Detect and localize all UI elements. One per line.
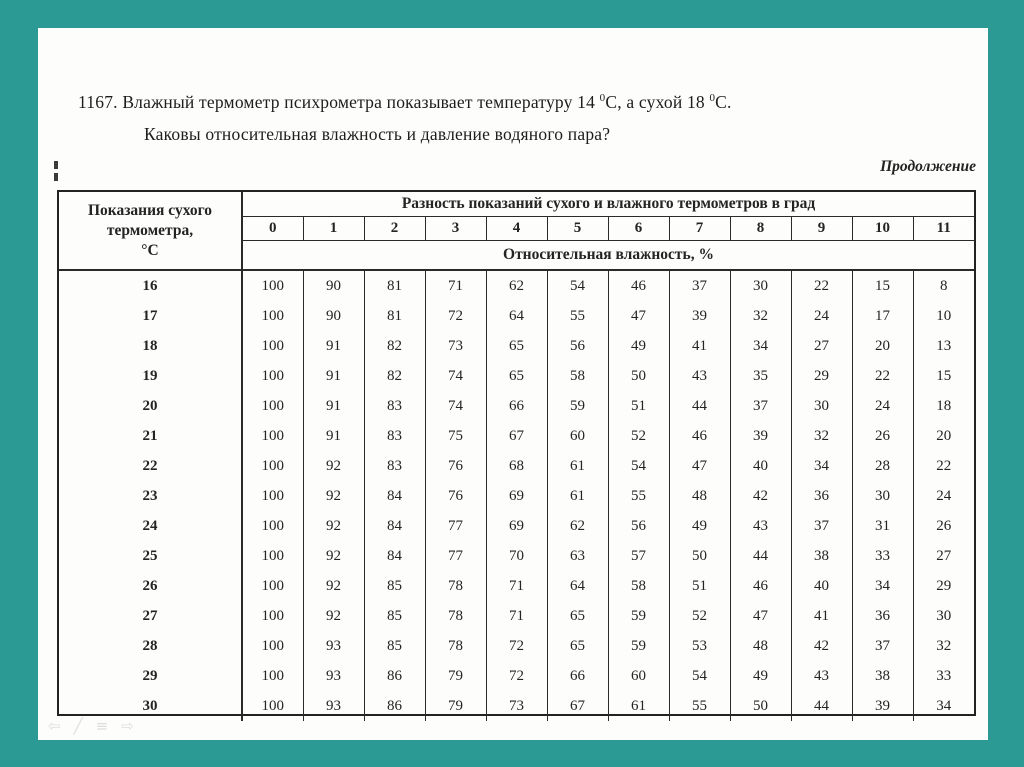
humidity-value-cell: 30 <box>852 481 913 511</box>
humidity-value-cell: 44 <box>730 541 791 571</box>
humidity-value-cell: 92 <box>303 511 364 541</box>
humidity-value-cell: 83 <box>364 391 425 421</box>
humidity-subheader: Относительная влажность, % <box>242 241 974 271</box>
dry-temp-cell: 26 <box>59 571 242 601</box>
humidity-value-cell: 68 <box>486 451 547 481</box>
humidity-value-cell: 52 <box>608 421 669 451</box>
humidity-value-cell: 65 <box>486 361 547 391</box>
table-row <box>59 541 974 571</box>
humidity-value-cell: 100 <box>242 691 303 721</box>
humidity-value-cell: 29 <box>913 571 974 601</box>
humidity-value-cell: 49 <box>608 331 669 361</box>
humidity-value-cell: 86 <box>364 691 425 721</box>
diff-col-header: 9 <box>791 217 852 241</box>
table-row <box>59 391 974 421</box>
table-row <box>59 301 974 331</box>
humidity-value-cell: 53 <box>669 631 730 661</box>
humidity-value-cell: 27 <box>913 541 974 571</box>
table-row <box>59 270 974 301</box>
humidity-value-cell: 55 <box>608 481 669 511</box>
humidity-value-cell: 91 <box>303 361 364 391</box>
humidity-value-cell: 85 <box>364 601 425 631</box>
humidity-value-cell: 56 <box>547 331 608 361</box>
humidity-value-cell: 63 <box>547 541 608 571</box>
humidity-table <box>57 190 976 716</box>
humidity-value-cell: 77 <box>425 511 486 541</box>
humidity-value-cell: 92 <box>303 541 364 571</box>
dry-temp-cell: 17 <box>59 301 242 331</box>
humidity-value-cell: 64 <box>486 301 547 331</box>
humidity-value-cell: 90 <box>303 270 364 301</box>
humidity-value-cell: 92 <box>303 481 364 511</box>
humidity-value-cell: 24 <box>852 391 913 421</box>
humidity-value-cell: 71 <box>486 601 547 631</box>
humidity-value-cell: 58 <box>608 571 669 601</box>
humidity-value-cell: 82 <box>364 331 425 361</box>
humidity-value-cell: 59 <box>608 631 669 661</box>
humidity-value-cell: 37 <box>852 631 913 661</box>
humidity-value-cell: 61 <box>547 481 608 511</box>
humidity-value-cell: 39 <box>669 301 730 331</box>
humidity-value-cell: 29 <box>791 361 852 391</box>
humidity-value-cell: 56 <box>608 511 669 541</box>
humidity-value-cell: 54 <box>669 661 730 691</box>
humidity-value-cell: 44 <box>791 691 852 721</box>
humidity-value-cell: 61 <box>608 691 669 721</box>
problem-number: 1167. <box>78 92 118 112</box>
humidity-value-cell: 51 <box>669 571 730 601</box>
humidity-value-cell: 36 <box>852 601 913 631</box>
humidity-value-cell: 91 <box>303 331 364 361</box>
humidity-value-cell: 66 <box>547 661 608 691</box>
humidity-value-cell: 24 <box>913 481 974 511</box>
humidity-value-cell: 100 <box>242 331 303 361</box>
humidity-value-cell: 84 <box>364 511 425 541</box>
humidity-value-cell: 51 <box>608 391 669 421</box>
humidity-value-cell: 47 <box>669 451 730 481</box>
dry-temp-cell: 27 <box>59 601 242 631</box>
humidity-value-cell: 62 <box>547 511 608 541</box>
dry-temp-cell: 25 <box>59 541 242 571</box>
humidity-value-cell: 15 <box>852 270 913 301</box>
diff-col-header: 0 <box>242 217 303 241</box>
humidity-value-cell: 35 <box>730 361 791 391</box>
humidity-value-cell: 91 <box>303 391 364 421</box>
humidity-value-cell: 61 <box>547 451 608 481</box>
humidity-value-cell: 49 <box>669 511 730 541</box>
humidity-value-cell: 18 <box>913 391 974 421</box>
humidity-value-cell: 31 <box>852 511 913 541</box>
humidity-value-cell: 100 <box>242 481 303 511</box>
humidity-value-cell: 90 <box>303 301 364 331</box>
humidity-value-cell: 32 <box>791 421 852 451</box>
humidity-value-cell: 77 <box>425 541 486 571</box>
humidity-value-cell: 37 <box>730 391 791 421</box>
humidity-value-cell: 83 <box>364 421 425 451</box>
humidity-value-cell: 43 <box>730 511 791 541</box>
humidity-value-cell: 38 <box>852 661 913 691</box>
humidity-value-cell: 48 <box>730 631 791 661</box>
humidity-value-cell: 83 <box>364 451 425 481</box>
humidity-value-cell: 65 <box>547 631 608 661</box>
humidity-value-cell: 79 <box>425 691 486 721</box>
humidity-value-cell: 100 <box>242 391 303 421</box>
humidity-value-cell: 32 <box>913 631 974 661</box>
humidity-value-cell: 46 <box>730 571 791 601</box>
humidity-value-cell: 67 <box>486 421 547 451</box>
humidity-value-cell: 92 <box>303 601 364 631</box>
diff-col-header: 7 <box>669 217 730 241</box>
humidity-value-cell: 100 <box>242 631 303 661</box>
problem-text-1a: Влажный термометр психрометра показывает температуру 14 <box>122 92 600 112</box>
table-row <box>59 331 974 361</box>
dry-temp-cell: 16 <box>59 270 242 301</box>
slideshow-next-icon[interactable]: ⇨ <box>121 717 134 735</box>
degree-superscript: 0 <box>709 92 716 105</box>
diff-col-header: 8 <box>730 217 791 241</box>
table-row <box>59 601 974 631</box>
slideshow-pen-icon[interactable]: ╱ <box>73 717 83 735</box>
humidity-value-cell: 33 <box>913 661 974 691</box>
corner-header-line1: Показания сухого <box>87 201 213 219</box>
humidity-value-cell: 22 <box>791 270 852 301</box>
diff-col-header: 5 <box>547 217 608 241</box>
humidity-value-cell: 40 <box>730 451 791 481</box>
degree-superscript: 0 <box>599 92 606 105</box>
humidity-value-cell: 33 <box>852 541 913 571</box>
table-row <box>59 571 974 601</box>
table-row <box>59 691 974 721</box>
humidity-value-cell: 93 <box>303 631 364 661</box>
humidity-value-cell: 20 <box>852 331 913 361</box>
humidity-value-cell: 24 <box>791 301 852 331</box>
corner-header <box>59 192 242 270</box>
humidity-value-cell: 34 <box>852 571 913 601</box>
humidity-value-cell: 100 <box>242 361 303 391</box>
humidity-value-cell: 20 <box>913 421 974 451</box>
humidity-value-cell: 8 <box>913 270 974 301</box>
problem-text-1b: С, а сухой 18 <box>605 92 710 112</box>
humidity-value-cell: 60 <box>547 421 608 451</box>
dry-temp-cell: 18 <box>59 331 242 361</box>
humidity-value-cell: 55 <box>669 691 730 721</box>
diff-col-header: 3 <box>425 217 486 241</box>
humidity-value-cell: 72 <box>486 631 547 661</box>
humidity-value-cell: 34 <box>730 331 791 361</box>
humidity-value-cell: 30 <box>913 601 974 631</box>
dry-temp-cell: 29 <box>59 661 242 691</box>
humidity-value-cell: 86 <box>364 661 425 691</box>
humidity-value-cell: 78 <box>425 571 486 601</box>
humidity-value-cell: 84 <box>364 541 425 571</box>
humidity-value-cell: 42 <box>730 481 791 511</box>
humidity-value-cell: 100 <box>242 421 303 451</box>
humidity-value-cell: 69 <box>486 481 547 511</box>
humidity-value-cell: 41 <box>791 601 852 631</box>
dry-temp-cell: 19 <box>59 361 242 391</box>
humidity-value-cell: 32 <box>730 301 791 331</box>
humidity-value-cell: 93 <box>303 661 364 691</box>
humidity-value-cell: 67 <box>547 691 608 721</box>
humidity-value-cell: 46 <box>608 270 669 301</box>
humidity-value-cell: 78 <box>425 631 486 661</box>
humidity-value-cell: 26 <box>913 511 974 541</box>
dry-temp-cell: 24 <box>59 511 242 541</box>
humidity-value-cell: 50 <box>730 691 791 721</box>
humidity-value-cell: 50 <box>669 541 730 571</box>
humidity-value-cell: 47 <box>730 601 791 631</box>
humidity-value-cell: 52 <box>669 601 730 631</box>
humidity-value-cell: 10 <box>913 301 974 331</box>
continuation-label: Продолжение <box>880 158 976 175</box>
table-row <box>59 481 974 511</box>
humidity-value-cell: 72 <box>425 301 486 331</box>
humidity-value-cell: 93 <box>303 691 364 721</box>
humidity-value-cell: 54 <box>547 270 608 301</box>
diff-col-header: 6 <box>608 217 669 241</box>
humidity-value-cell: 81 <box>364 301 425 331</box>
humidity-value-cell: 100 <box>242 601 303 631</box>
humidity-value-cell: 48 <box>669 481 730 511</box>
dry-temp-cell: 22 <box>59 451 242 481</box>
humidity-value-cell: 62 <box>486 270 547 301</box>
humidity-value-cell: 69 <box>486 511 547 541</box>
humidity-value-cell: 49 <box>730 661 791 691</box>
humidity-value-cell: 22 <box>852 361 913 391</box>
humidity-value-cell: 92 <box>303 451 364 481</box>
humidity-value-cell: 59 <box>608 601 669 631</box>
humidity-value-cell: 100 <box>242 301 303 331</box>
humidity-value-cell: 71 <box>486 571 547 601</box>
humidity-value-cell: 40 <box>791 571 852 601</box>
humidity-value-cell: 46 <box>669 421 730 451</box>
humidity-value-cell: 26 <box>852 421 913 451</box>
humidity-value-cell: 43 <box>669 361 730 391</box>
diff-col-header: 10 <box>852 217 913 241</box>
humidity-value-cell: 65 <box>486 331 547 361</box>
corner-header-line3: °С <box>141 241 159 259</box>
table-row <box>59 631 974 661</box>
humidity-value-cell: 100 <box>242 661 303 691</box>
problem-statement <box>78 86 958 150</box>
humidity-value-cell: 78 <box>425 601 486 631</box>
humidity-value-cell: 30 <box>791 391 852 421</box>
humidity-value-cell: 43 <box>791 661 852 691</box>
humidity-value-cell: 75 <box>425 421 486 451</box>
humidity-value-cell: 76 <box>425 481 486 511</box>
humidity-value-cell: 92 <box>303 571 364 601</box>
table-row <box>59 421 974 451</box>
humidity-value-cell: 39 <box>730 421 791 451</box>
humidity-value-cell: 79 <box>425 661 486 691</box>
humidity-value-cell: 85 <box>364 631 425 661</box>
humidity-value-cell: 30 <box>730 270 791 301</box>
slideshow-prev-icon[interactable]: ⇦ <box>48 717 61 735</box>
humidity-value-cell: 59 <box>547 391 608 421</box>
humidity-value-cell: 64 <box>547 571 608 601</box>
humidity-value-cell: 34 <box>791 451 852 481</box>
humidity-value-cell: 17 <box>852 301 913 331</box>
humidity-value-cell: 100 <box>242 571 303 601</box>
humidity-value-cell: 57 <box>608 541 669 571</box>
humidity-value-cell: 100 <box>242 511 303 541</box>
humidity-value-cell: 84 <box>364 481 425 511</box>
humidity-value-cell: 85 <box>364 571 425 601</box>
humidity-value-cell: 73 <box>486 691 547 721</box>
humidity-value-cell: 50 <box>608 361 669 391</box>
table-row <box>59 451 974 481</box>
humidity-value-cell: 58 <box>547 361 608 391</box>
humidity-value-cell: 100 <box>242 451 303 481</box>
humidity-value-cell: 13 <box>913 331 974 361</box>
diff-header: Разность показаний сухого и влажного термометров в град <box>242 192 974 217</box>
scan-artifact <box>54 161 58 185</box>
humidity-value-cell: 72 <box>486 661 547 691</box>
problem-text-line2: Каковы относительная влажность и давление водяного пара? <box>144 124 611 144</box>
humidity-value-cell: 74 <box>425 391 486 421</box>
humidity-value-cell: 81 <box>364 270 425 301</box>
slideshow-menu-icon[interactable]: ≡ <box>95 717 109 735</box>
diff-col-header: 4 <box>486 217 547 241</box>
humidity-value-cell: 66 <box>486 391 547 421</box>
humidity-value-cell: 27 <box>791 331 852 361</box>
dry-temp-cell: 21 <box>59 421 242 451</box>
humidity-value-cell: 22 <box>913 451 974 481</box>
humidity-value-cell: 91 <box>303 421 364 451</box>
humidity-value-cell: 36 <box>791 481 852 511</box>
corner-header-line2: термометра, <box>106 221 194 239</box>
humidity-value-cell: 42 <box>791 631 852 661</box>
problem-text-1c: С. <box>715 92 732 112</box>
dry-temp-cell: 30 <box>59 691 242 721</box>
humidity-value-cell: 28 <box>852 451 913 481</box>
humidity-value-cell: 44 <box>669 391 730 421</box>
table-row <box>59 661 974 691</box>
table-row <box>59 511 974 541</box>
humidity-value-cell: 55 <box>547 301 608 331</box>
slide-paper <box>38 28 988 740</box>
humidity-value-cell: 34 <box>913 691 974 721</box>
humidity-value-cell: 73 <box>425 331 486 361</box>
humidity-value-cell: 37 <box>791 511 852 541</box>
slideshow-nav-bar <box>48 718 134 734</box>
humidity-value-cell: 82 <box>364 361 425 391</box>
diff-col-header: 2 <box>364 217 425 241</box>
diff-col-header: 11 <box>913 217 974 241</box>
humidity-value-cell: 76 <box>425 451 486 481</box>
diff-col-header: 1 <box>303 217 364 241</box>
dry-temp-cell: 20 <box>59 391 242 421</box>
humidity-value-cell: 65 <box>547 601 608 631</box>
humidity-value-cell: 39 <box>852 691 913 721</box>
humidity-value-cell: 60 <box>608 661 669 691</box>
humidity-value-cell: 54 <box>608 451 669 481</box>
table-row <box>59 361 974 391</box>
humidity-value-cell: 47 <box>608 301 669 331</box>
humidity-value-cell: 71 <box>425 270 486 301</box>
dry-temp-cell: 28 <box>59 631 242 661</box>
humidity-value-cell: 74 <box>425 361 486 391</box>
humidity-value-cell: 37 <box>669 270 730 301</box>
humidity-value-cell: 100 <box>242 541 303 571</box>
humidity-value-cell: 15 <box>913 361 974 391</box>
humidity-value-cell: 70 <box>486 541 547 571</box>
humidity-value-cell: 41 <box>669 331 730 361</box>
dry-temp-cell: 23 <box>59 481 242 511</box>
table-body <box>59 270 974 721</box>
humidity-value-cell: 100 <box>242 270 303 301</box>
humidity-value-cell: 38 <box>791 541 852 571</box>
